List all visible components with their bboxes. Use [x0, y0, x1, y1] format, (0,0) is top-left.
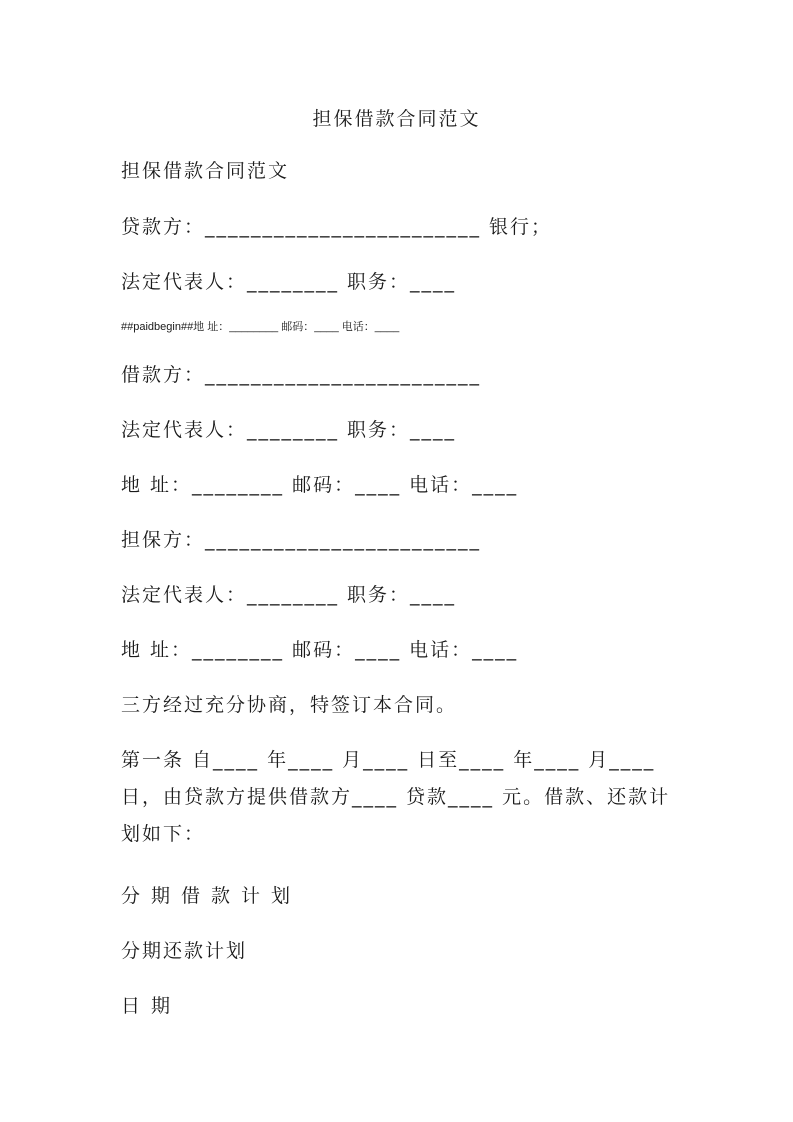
borrower-representative-line: 法定代表人：________ 职务：____	[121, 419, 457, 441]
article-1-paragraph: 第一条 自____ 年____ 月____ 日至____ 年____ 月____ 日，由贷款方提供借款方____ 贷款____ 元。借款、还款计划如下：	[121, 749, 671, 845]
agreement-statement: 三方经过充分协商，特签订本合同。	[121, 694, 458, 716]
borrower-line: 借款方：________________________	[121, 364, 482, 386]
repayment-plan-heading: 分期还款计划	[121, 940, 248, 962]
page-title: 担保借款合同范文	[312, 108, 481, 130]
lender-representative-line: 法定代表人：________ 职务：____	[121, 271, 457, 293]
lender-address-line: ##paidbegin##地 址：________ 邮码：____ 电话：____	[121, 321, 400, 333]
guarantor-representative-line: 法定代表人：________ 职务：____	[121, 584, 457, 606]
doc-subtitle: 担保借款合同范文	[121, 160, 290, 182]
lender-line: 贷款方：________________________ 银行；	[121, 216, 553, 238]
date-label: 日期	[121, 995, 182, 1017]
borrower-address-line: 地 址：________ 邮码：____ 电话：____	[121, 474, 519, 496]
guarantor-address-line: 地 址：________ 邮码：____ 电话：____	[121, 639, 519, 661]
guarantor-line: 担保方：________________________	[121, 529, 482, 551]
borrowing-plan-heading: 分期借款计划	[121, 885, 302, 907]
